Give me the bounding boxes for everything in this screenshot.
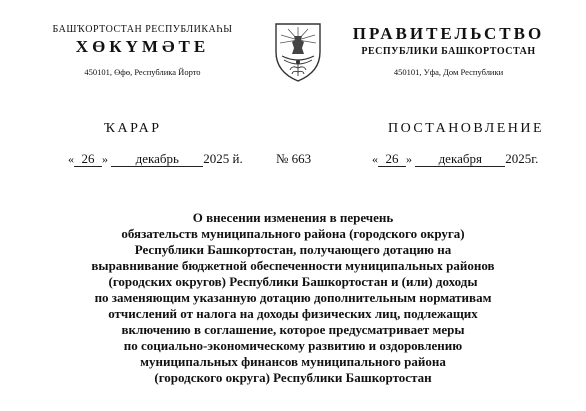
date-left: « 26 » декабрь 2025 й. <box>68 151 243 166</box>
number-value: 663 <box>291 151 312 166</box>
number-sign: № <box>276 151 289 166</box>
date-right-day: 26 <box>378 152 406 167</box>
date-left-year-suffix: й. <box>232 151 243 166</box>
header-right-address: 450101, Уфа, Дом Республики <box>393 67 504 77</box>
title-line: (городских округов) Республики Башкортостан и (или) доходы <box>108 274 478 289</box>
doc-kind-russian: ПОСТАНОВЛЕНИЕ <box>388 121 545 136</box>
date-right-year: 2025 <box>505 151 532 166</box>
title-line: по заменяющим указанную дотацию дополнительным нормативам <box>94 290 492 305</box>
header-right-republic: РЕСПУБЛИКИ БАШКОРТОСТАН <box>361 46 536 57</box>
coat-of-arms-icon <box>268 18 328 84</box>
header-left-address: 450101, Өфө, Республика Йорто <box>84 67 201 77</box>
title-line: по социально-экономическому развитию и оздоровлению <box>123 338 463 353</box>
date-left-month: декабрь <box>111 152 203 167</box>
title-line: выравнивание бюджетной обеспеченности муниципальных районов <box>91 258 495 273</box>
date-left-year: 2025 <box>203 151 230 166</box>
title-line: обязательств муниципального района (городского округа) <box>121 226 465 241</box>
title-line: Республики Башкортостан, получающего дотацию на <box>134 242 452 257</box>
date-right: « 26 » декабря 2025г. <box>372 151 539 166</box>
title-line: (городского округа) Республики Башкортостан <box>154 370 432 385</box>
header-left <box>25 24 260 77</box>
date-right-month: декабря <box>415 152 505 167</box>
title-line: отчислений от налога на доходы физических лиц, подлежащих <box>108 306 478 321</box>
doc-number <box>276 151 311 167</box>
doc-kind-bashkir: ҠАРАР <box>104 121 162 136</box>
header-left-republic: БАШҠОРТОСТАН РЕСПУБЛИКАҺЫ <box>52 24 233 35</box>
header-right <box>331 24 566 77</box>
title-line: муниципальных финансов муниципального района <box>140 354 446 369</box>
title-line: О внесении изменения в перечень <box>192 210 394 225</box>
header-left-body: ХӨКҮМӘТЕ <box>75 37 210 56</box>
date-right-year-suffix: г. <box>531 151 539 166</box>
document-title <box>20 210 566 386</box>
title-line: включению в соглашение, которое предусматривает меры <box>121 322 465 337</box>
date-left-day: 26 <box>74 152 102 167</box>
header-right-body: ПРАВИТЕЛЬСТВО <box>352 24 545 43</box>
